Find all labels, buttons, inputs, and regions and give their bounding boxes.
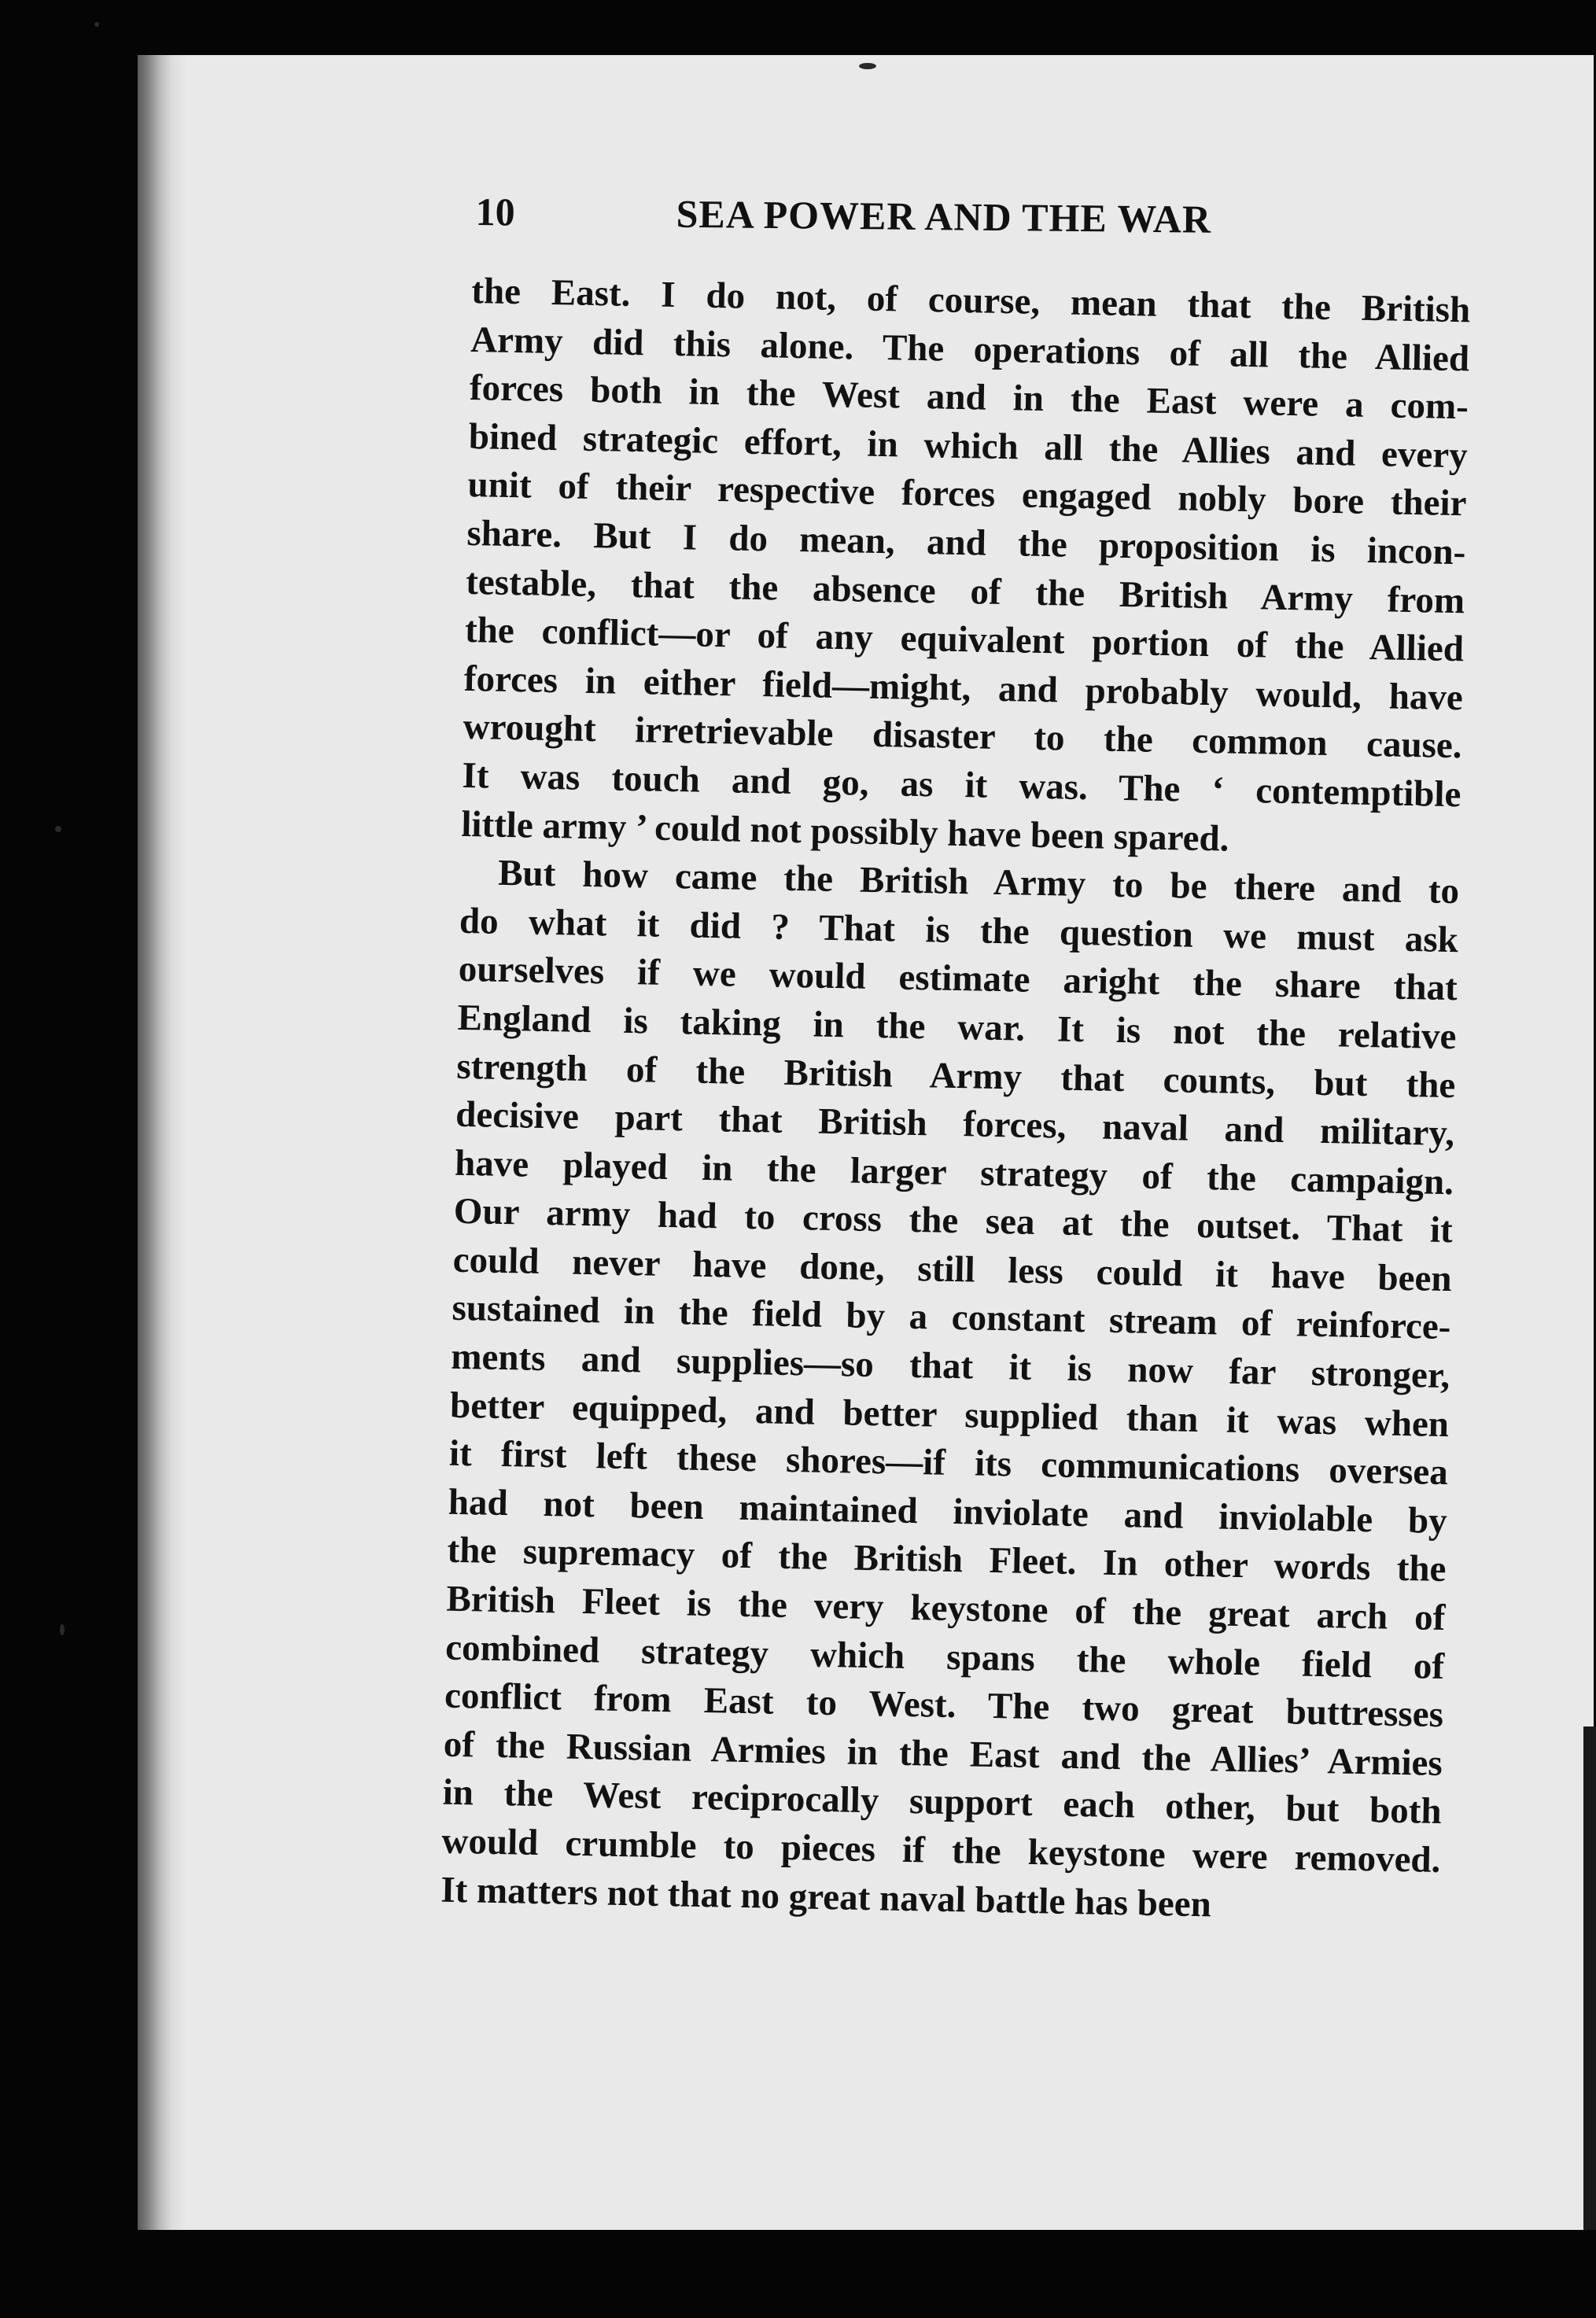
text-line: have played in the larger strategy of the campaign. bbox=[454, 1142, 1454, 1203]
text-line: could never have done, still less could it have been bbox=[452, 1239, 1453, 1300]
text-line: strength of the British Army that counts, but the bbox=[456, 1045, 1456, 1106]
text-line: bined strategic effort, in which all the Allies and every bbox=[468, 415, 1469, 477]
text-line: sustained in the field by a constant stream of reinforce- bbox=[452, 1288, 1451, 1348]
text-line: the conflict—or of any equivalent portion of the Allied bbox=[464, 610, 1465, 670]
scan-speck bbox=[94, 22, 99, 27]
text-line: would crumble to pieces if the keystone were removed. bbox=[441, 1820, 1441, 1881]
text-line: in the West reciprocally support each other, but both bbox=[442, 1772, 1443, 1833]
text-line: decisive part that British forces, naval and military, bbox=[455, 1093, 1455, 1155]
text-line: better equipped, and better supplied than it was when bbox=[449, 1384, 1450, 1445]
page-number: 10 bbox=[475, 189, 515, 234]
text-line: do what it did ? That is the question we must ask bbox=[459, 900, 1459, 960]
text-line: it first left these shores—if its communications oversea bbox=[448, 1432, 1449, 1494]
text-line: little army ’ could not possibly have been spared. bbox=[460, 803, 1229, 860]
text-line: Our army had to cross the sea at the outset. That it bbox=[453, 1191, 1454, 1251]
page-edge-shadow bbox=[1583, 1727, 1596, 2230]
scan-speck bbox=[55, 826, 61, 832]
body-text bbox=[440, 267, 1471, 1933]
text-line: conflict from East to West. The two great buttresses bbox=[444, 1675, 1444, 1736]
scan-speck bbox=[60, 1624, 65, 1635]
text-line: England is taking in the war. It is not the relative bbox=[457, 997, 1457, 1058]
text-line: wrought irretrievable disaster to the common cause. bbox=[463, 706, 1463, 767]
running-head-title: SEA POWER AND THE WAR bbox=[676, 191, 1212, 241]
text-line: It was touch and go, as it was. The ‘ contemptible bbox=[462, 754, 1461, 816]
paragraph bbox=[461, 267, 1471, 868]
text-line: the supremacy of the British Fleet. In other words the bbox=[447, 1530, 1447, 1590]
text-line: British Fleet is the very keystone of the great arch of bbox=[445, 1578, 1446, 1639]
paragraph bbox=[440, 849, 1460, 1933]
text-line: ourselves if we would estimate aright the share that bbox=[458, 949, 1458, 1009]
text-line: But how came the British Army to be there and to bbox=[497, 852, 1460, 912]
text-line: forces in either field—might, and probably would, have bbox=[463, 658, 1464, 719]
text-line: combined strategy which spans the whole field of bbox=[444, 1627, 1445, 1687]
text-line: share. But I do mean, and the proposition is incon- bbox=[466, 512, 1466, 573]
text-line: testable, that the absence of the British Army from bbox=[465, 561, 1465, 621]
scan-speck bbox=[859, 63, 876, 69]
text-line: had not been maintained inviolate and inviolable by bbox=[448, 1481, 1448, 1542]
text-line: unit of their respective forces engaged nobly bore their bbox=[467, 464, 1467, 525]
book-spine-edge bbox=[138, 55, 186, 2230]
text-line: forces both in the West and in the East were a com- bbox=[469, 367, 1469, 428]
running-header bbox=[475, 189, 1278, 260]
text-line: Army did this alone. The operations of all the Allied bbox=[470, 319, 1470, 379]
text-line: ments and supplies—so that it is now far stronger, bbox=[450, 1336, 1450, 1397]
text-line: It matters not that no great naval battle has been bbox=[440, 1869, 1212, 1926]
text-line: the East. I do not, of course, mean that the British bbox=[470, 270, 1471, 331]
text-line: of the Russian Armies in the East and the Allies’ Armies bbox=[443, 1723, 1443, 1784]
